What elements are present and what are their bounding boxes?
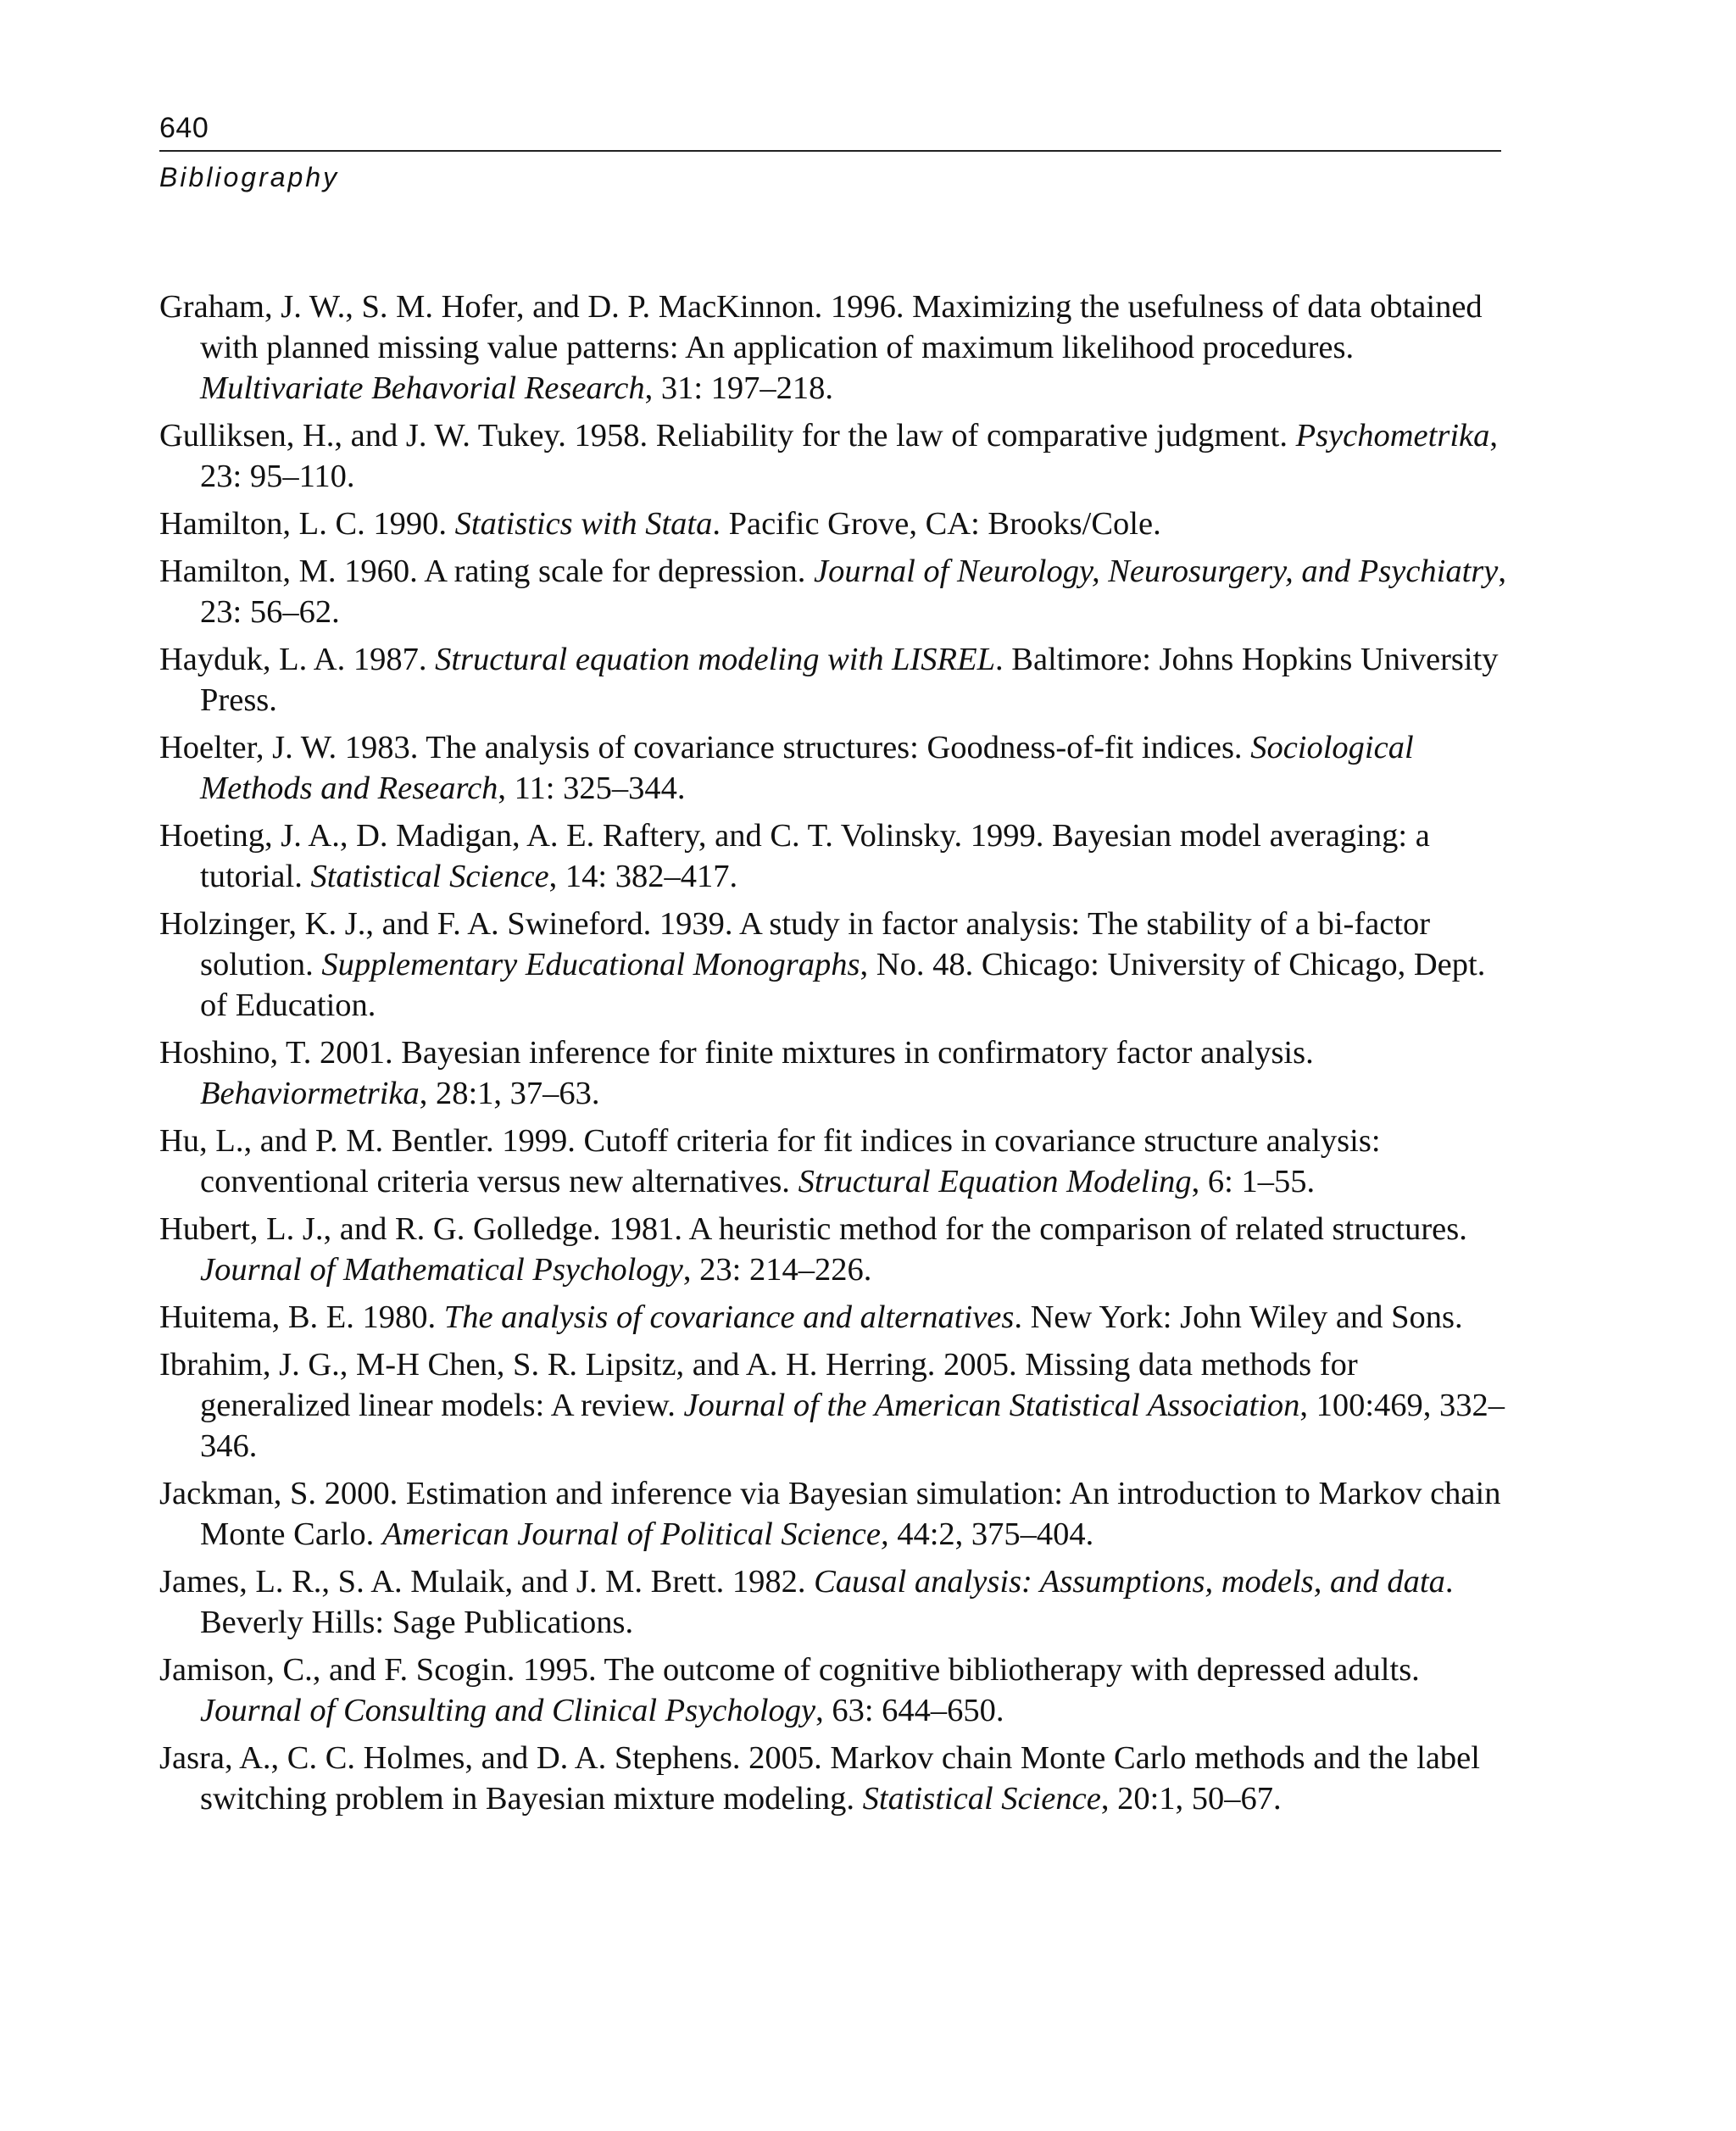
reference-list bbox=[159, 287, 1516, 1826]
reference-entry bbox=[159, 727, 1516, 809]
reference-details: , No. 48. Chicago: University of Chicago, Dept. of Education. bbox=[200, 947, 1486, 1023]
reference-details: , 23: 56–62. bbox=[200, 554, 1506, 630]
reference-text: Hoshino, T. 2001. Bayesian inference for finite mixtures in confirmatory factor analysis. bbox=[159, 1035, 1314, 1071]
reference-details: , 23: 214–226. bbox=[682, 1252, 872, 1288]
header-rule bbox=[159, 150, 1501, 152]
reference-entry bbox=[159, 1032, 1516, 1114]
reference-entry bbox=[159, 1121, 1516, 1202]
reference-source: American Journal of Political Science, bbox=[381, 1516, 889, 1552]
reference-source: Statistics with Stata bbox=[454, 506, 713, 542]
reference-text: Hu, L., and P. M. Bentler. 1999. Cutoff criteria for fit indices in covariance structure analysis: conventional criteria versus new alternatives. bbox=[159, 1123, 1381, 1199]
running-head: Bibliography bbox=[159, 162, 340, 192]
reference-text: Huitema, B. E. 1980. bbox=[159, 1299, 444, 1335]
reference-source: Structural Equation Modeling bbox=[798, 1164, 1192, 1199]
reference-source: Supplementary Educational Monographs bbox=[321, 947, 860, 982]
reference-details: . New York: John Wiley and Sons. bbox=[1014, 1299, 1463, 1335]
page-number: 640 bbox=[159, 112, 209, 144]
reference-entry bbox=[159, 639, 1516, 721]
reference-source: Journal of Mathematical Psychology bbox=[200, 1252, 683, 1288]
reference-entry bbox=[159, 1297, 1516, 1338]
reference-entry bbox=[159, 1209, 1516, 1290]
reference-entry bbox=[159, 551, 1516, 632]
reference-details: , 20:1, 50–67. bbox=[1100, 1781, 1282, 1817]
reference-details: , 100:469, 332–346. bbox=[200, 1388, 1505, 1464]
reference-source: Psychometrika bbox=[1295, 418, 1490, 453]
reference-details: . Beverly Hills: Sage Publications. bbox=[200, 1564, 1454, 1640]
reference-details: 44:2, 375–404. bbox=[888, 1516, 1094, 1552]
reference-source: Multivariate Behavorial Research bbox=[200, 370, 645, 406]
reference-text: James, L. R., S. A. Mulaik, and J. M. Brett. 1982. bbox=[159, 1564, 815, 1600]
reference-details: , 63: 644–650. bbox=[815, 1693, 1004, 1728]
reference-entry bbox=[159, 1473, 1516, 1555]
reference-entry bbox=[159, 415, 1516, 497]
reference-details: , 28:1, 37–63. bbox=[419, 1076, 600, 1111]
reference-details: , 11: 325–344. bbox=[498, 771, 686, 806]
reference-source: Journal of Consulting and Clinical Psychology bbox=[200, 1693, 816, 1728]
reference-details: . Pacific Grove, CA: Brooks/Cole. bbox=[712, 506, 1161, 542]
reference-text: Jasra, A., C. C. Holmes, and D. A. Stephens. 2005. Markov chain Monte Carlo methods and the label switching problem in Bayesian mixture modeling. bbox=[159, 1740, 1480, 1817]
reference-entry bbox=[159, 815, 1516, 897]
reference-source: Causal analysis: Assumptions, models, and data bbox=[814, 1564, 1445, 1600]
reference-text: Hoeting, J. A., D. Madigan, A. E. Raftery, and C. T. Volinsky. 1999. Bayesian model averaging: a tutorial. bbox=[159, 818, 1430, 894]
reference-source: The analysis of covariance and alternatives bbox=[443, 1299, 1015, 1335]
reference-entry bbox=[159, 1650, 1516, 1731]
reference-entry bbox=[159, 504, 1516, 544]
reference-details: , 14: 382–417. bbox=[548, 859, 738, 894]
reference-source: Structural equation modeling with LISREL bbox=[435, 642, 996, 677]
reference-entry bbox=[159, 1344, 1516, 1466]
reference-details: , 31: 197–218. bbox=[644, 370, 834, 406]
reference-text: Hamilton, L. C. 1990. bbox=[159, 506, 455, 542]
reference-text: Jackman, S. 2000. Estimation and inference via Bayesian simulation: An introduction to Markov chain Monte Carlo. bbox=[159, 1476, 1501, 1552]
reference-source: Behaviormetrika bbox=[200, 1076, 420, 1111]
reference-text: Ibrahim, J. G., M-H Chen, S. R. Lipsitz, and A. H. Herring. 2005. Missing data methods for generalized linear models: A review. bbox=[159, 1347, 1358, 1423]
reference-entry bbox=[159, 1561, 1516, 1643]
reference-text: Holzinger, K. J., and F. A. Swineford. 1939. A study in factor analysis: The stability of a bi-factor solution. bbox=[159, 906, 1431, 982]
reference-source: Statistical Science bbox=[310, 859, 549, 894]
reference-text: Graham, J. W., S. M. Hofer, and D. P. MacKinnon. 1996. Maximizing the usefulness of data obtained with planned missing value patterns: An application of maximum likelihood procedures. bbox=[159, 289, 1483, 365]
reference-details: , 6: 1–55. bbox=[1191, 1164, 1316, 1199]
reference-text: Hamilton, M. 1960. A rating scale for depression. bbox=[159, 554, 815, 589]
reference-text: Gulliksen, H., and J. W. Tukey. 1958. Reliability for the law of comparative judgment. bbox=[159, 418, 1296, 453]
reference-text: Jamison, C., and F. Scogin. 1995. The outcome of cognitive bibliotherapy with depressed adults. bbox=[159, 1652, 1420, 1688]
reference-text: Hoelter, J. W. 1983. The analysis of covariance structures: Goodness-of-fit indices. bbox=[159, 730, 1251, 765]
reference-text: Hubert, L. J., and R. G. Golledge. 1981. A heuristic method for the comparison of related structures. bbox=[159, 1211, 1467, 1247]
reference-entry bbox=[159, 1738, 1516, 1819]
reference-details: . Baltimore: Johns Hopkins University Press. bbox=[200, 642, 1499, 718]
reference-details: , 23: 95–110. bbox=[200, 418, 1498, 494]
reference-text: Hayduk, L. A. 1987. bbox=[159, 642, 436, 677]
reference-source: Sociological Methods and Research bbox=[200, 730, 1414, 806]
reference-source: Statistical Science bbox=[862, 1781, 1101, 1817]
reference-source: Journal of Neurology, Neurosurgery, and Psychiatry bbox=[814, 554, 1499, 589]
reference-entry bbox=[159, 904, 1516, 1026]
reference-source: Journal of the American Statistical Association bbox=[683, 1388, 1300, 1423]
reference-entry bbox=[159, 287, 1516, 409]
